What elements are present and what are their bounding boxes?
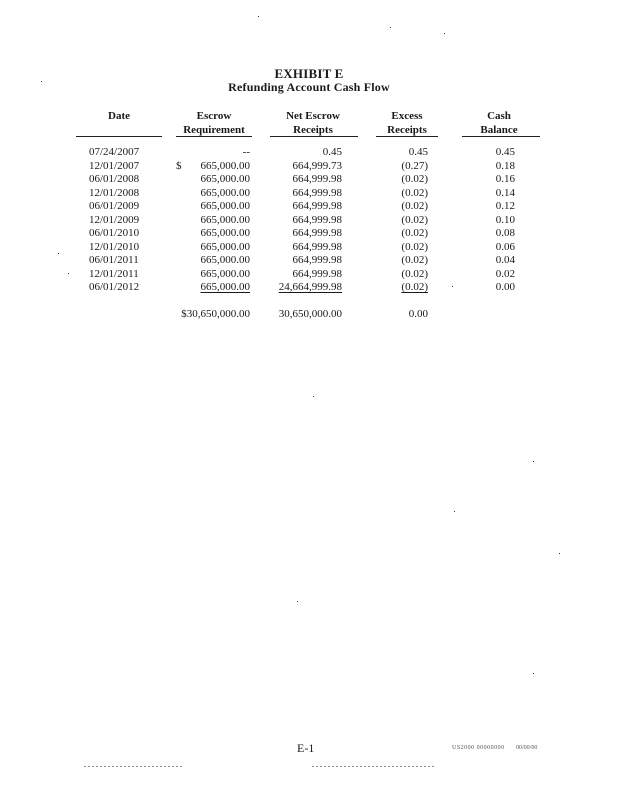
cell-net: 664,999.98 (292, 173, 342, 185)
header-cash-balance (464, 109, 534, 137)
cell-currency-symbol: $ (176, 159, 182, 172)
table-row (0, 200, 618, 214)
cell-date: 12/01/2008 (89, 186, 140, 199)
cell-escrow: 665,000.00 (200, 281, 250, 293)
cell-net: 664,999.98 (292, 186, 342, 199)
header-net-escrow-receipts (268, 109, 358, 137)
cell-excess: 0.45 (408, 146, 428, 158)
header-date-line2: Date (108, 110, 130, 122)
scan-speck (41, 81, 42, 82)
cell-net: 664,999.98 (292, 267, 342, 280)
scan-speck (533, 673, 534, 674)
cell-net: 664,999.98 (292, 254, 342, 266)
cell-cash: 0.10 (495, 213, 515, 226)
scan-speck (452, 286, 453, 287)
header-underline-net (270, 136, 358, 137)
cell-excess: (0.02) (401, 267, 428, 280)
header-underline-cash (462, 136, 540, 137)
scan-speck (533, 461, 534, 462)
cell-date: 06/01/2009 (89, 200, 140, 212)
header-excess-line2: Receipts (387, 124, 427, 136)
cell-date: 12/01/2010 (89, 240, 140, 253)
cell-cash: 0.00 (495, 281, 515, 293)
header-cash-line2: Balance (480, 124, 518, 136)
cell-excess: (0.02) (401, 173, 428, 185)
cell-escrow: 665,000.00 (200, 267, 250, 280)
cell-cash: 0.14 (495, 186, 515, 199)
cell-cash: 0.02 (495, 267, 515, 280)
header-date (76, 109, 162, 123)
table-row (0, 241, 618, 255)
cell-net: 664,999.98 (292, 227, 342, 239)
scan-speck (390, 27, 391, 28)
cell-escrow: -- (242, 146, 250, 158)
cell-escrow: 665,000.00 (200, 254, 250, 266)
scan-speck (313, 396, 314, 397)
table-row (0, 214, 618, 228)
cell-cash: 0.06 (495, 240, 515, 253)
cell-net: 24,664,999.98 (278, 281, 342, 293)
header-net-line1: Net Escrow (286, 110, 340, 122)
cell-excess: (0.02) (401, 281, 428, 293)
cell-escrow: 665,000.00 (200, 213, 250, 226)
scan-artifact-line (312, 766, 434, 767)
total-net: 30,650,000.00 (278, 308, 342, 320)
cell-date: 12/01/2011 (89, 267, 139, 280)
page-number: E-1 (297, 741, 315, 755)
document-code: US2000 00000000 (452, 745, 505, 751)
scan-speck (444, 33, 445, 34)
cell-cash: 0.04 (495, 254, 515, 266)
header-underline-date (76, 136, 162, 137)
cell-excess: (0.02) (401, 213, 428, 226)
table-row-last (0, 281, 618, 295)
table-row (0, 173, 618, 187)
cell-date: 06/01/2010 (89, 227, 140, 239)
cell-excess: (0.02) (401, 240, 428, 253)
cell-net: 0.45 (322, 146, 342, 158)
header-net-line2: Receipts (293, 124, 333, 136)
scan-speck (559, 553, 560, 554)
header-cash-line1: Cash (487, 110, 511, 122)
header-escrow-line1: Escrow (196, 110, 232, 122)
cell-excess: (0.02) (401, 227, 428, 239)
cell-cash: 0.08 (495, 227, 515, 239)
header-escrow-line2: Requirement (183, 124, 245, 136)
cell-excess: (0.02) (401, 254, 428, 266)
total-excess: 0.00 (408, 308, 428, 320)
cash-flow-table (0, 146, 618, 295)
exhibit-title: EXHIBIT E (274, 66, 344, 81)
cell-escrow: 665,000.00 (200, 173, 250, 185)
header-underline-escrow (176, 136, 252, 137)
cell-net: 664,999.98 (292, 240, 342, 253)
cell-date: 12/01/2007 (89, 159, 140, 172)
cell-date: 06/01/2008 (89, 173, 140, 185)
cell-escrow: 665,000.00 (200, 227, 250, 239)
cell-date: 06/01/2011 (89, 254, 139, 266)
cell-net: 664,999.73 (292, 159, 342, 172)
cell-excess: (0.27) (401, 159, 428, 172)
header-underline-excess (376, 136, 438, 137)
scan-speck (68, 273, 69, 274)
scan-speck (297, 601, 298, 602)
cell-date: 07/24/2007 (89, 146, 140, 158)
document-date-code: 00/00/00 (516, 745, 538, 751)
scan-speck (454, 511, 455, 512)
cell-excess: (0.02) (401, 200, 428, 212)
totals-row (0, 307, 618, 321)
table-row (0, 227, 618, 241)
cell-escrow: 665,000.00 (200, 200, 250, 212)
exhibit-subtitle: Refunding Account Cash Flow (228, 80, 390, 94)
cell-cash: 0.16 (495, 173, 515, 185)
table-row (0, 268, 618, 282)
header-excess-line1: Excess (391, 110, 423, 122)
cell-net: 664,999.98 (292, 200, 342, 212)
cell-excess: (0.02) (401, 186, 428, 199)
cell-escrow: 665,000.00 (200, 159, 250, 172)
cell-date: 06/01/2012 (89, 281, 140, 293)
cell-cash: 0.12 (495, 200, 515, 212)
scan-artifact-line (84, 766, 184, 767)
cell-escrow: 665,000.00 (200, 186, 250, 199)
table-row (0, 187, 618, 201)
cell-cash: 0.18 (495, 159, 515, 172)
cell-net: 664,999.98 (292, 213, 342, 226)
cell-date: 12/01/2009 (89, 213, 140, 226)
table-row (0, 146, 618, 160)
scan-speck (58, 253, 59, 254)
header-excess-receipts (374, 109, 440, 137)
scan-speck (258, 16, 259, 17)
cell-escrow: 665,000.00 (200, 240, 250, 253)
table-row (0, 160, 618, 174)
header-escrow-requirement (178, 109, 250, 137)
total-escrow: $30,650,000.00 (181, 308, 250, 320)
table-row (0, 254, 618, 268)
cell-cash: 0.45 (495, 146, 515, 158)
